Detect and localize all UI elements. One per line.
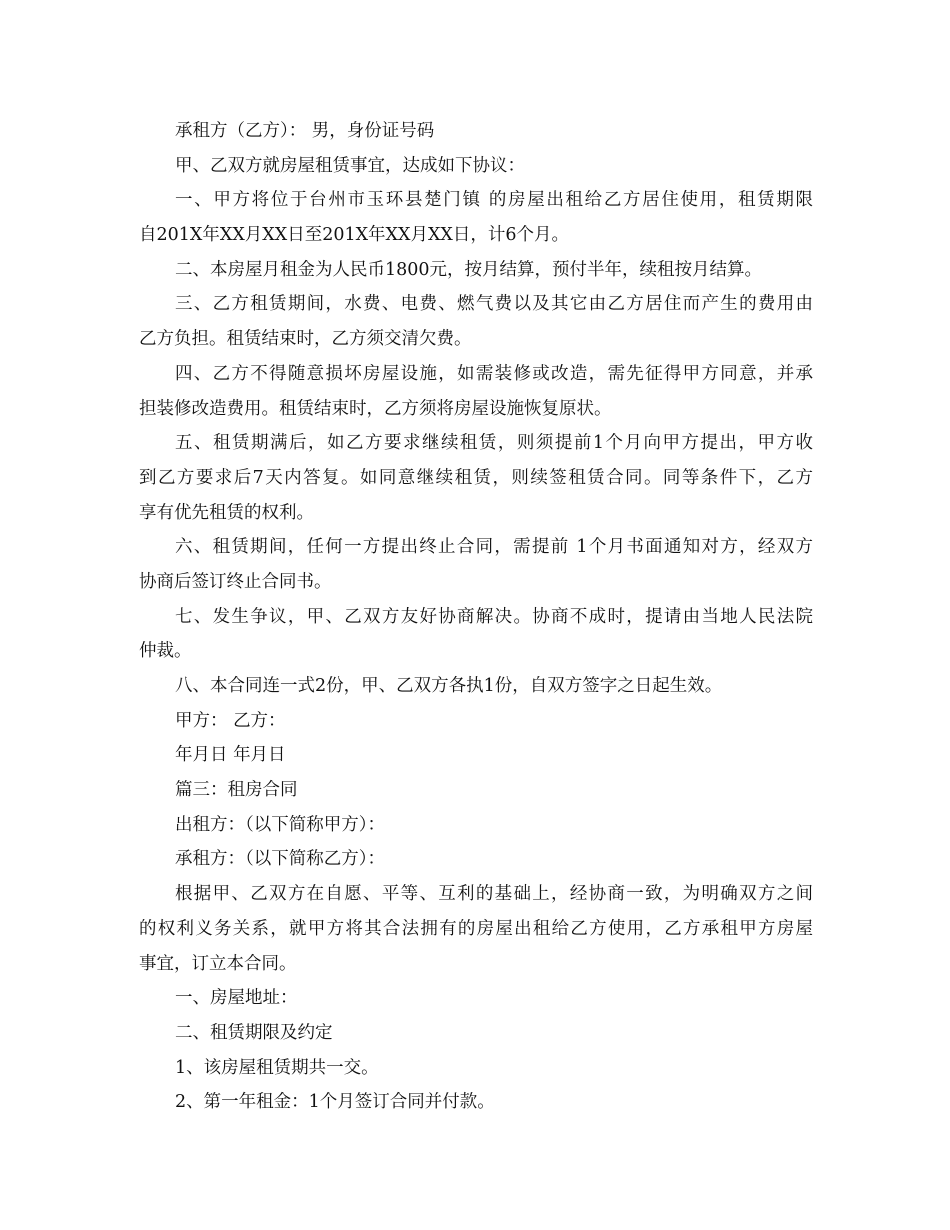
text-line: 出租方：（以下简称甲方）： [175,814,385,835]
section-heading: 篇三：租房合同 [175,780,298,801]
text-line: 一、房屋地址： [175,988,298,1009]
text-line: 1、该房屋租赁期共一交。 [175,1057,379,1078]
text-line: 七、发生争议，甲、乙双方友好协商解决。协商不成时，提请由当地人民法院 [175,606,813,627]
text-line: 六、租赁期间，任何一方提出终止合同，需提前 1个月书面通知对方，经双方 [175,537,813,558]
text-line: 甲方： 乙方： [175,710,286,731]
text-line: 年月日 年月日 [175,745,286,766]
text-line: 一、甲方将位于台州市玉环县楚门镇 的房屋出租给乙方居住使用，租赁期限 [175,190,813,211]
document-page [139,114,813,1120]
text-line: 到乙方要求后7天内答复。如同意继续租赁，则续签租赁合同。同等条件下，乙方 [139,467,813,488]
text-line: 享有优先租赁的权利。 [139,502,314,523]
text-line: 甲、乙双方就房屋租赁事宜，达成如下协议： [175,155,525,176]
text-line: 自201X年XX月XX日至201X年XX月XX日，计6个月。 [139,225,570,246]
text-line: 仲裁。 [139,641,192,662]
text-line: 二、租赁期限及约定 [175,1022,333,1043]
text-line: 2、第一年租金：1个月签订合同并付款。 [175,1092,495,1113]
text-line: 事宜，订立本合同。 [139,953,297,974]
text-line: 八、本合同连一式2份，甲、乙双方各执1份，自双方签字之日起生效。 [175,676,723,696]
text-line: 乙方负担。租赁结束时，乙方须交清欠费。 [139,329,472,350]
text-line: 承租方：（以下简称乙方）： [175,849,385,870]
text-line: 三、乙方租赁期间，水费、电费、燃气费以及其它由乙方居住而产生的费用由 [175,294,813,315]
text-line: 根据甲、乙双方在自愿、平等、互利的基础上，经协商一致，为明确双方之间 [175,884,813,905]
text-line: 担装修改造费用。租赁结束时，乙方须将房屋设施恢复原状。 [139,398,612,419]
text-line: 二、本房屋月租金为人民币1800元，按月结算，预付半年，续租按月结算。 [175,259,763,280]
text-line: 承租方（乙方）： 男，身份证号码 [175,121,435,141]
text-line: 五、租赁期满后，如乙方要求继续租赁，则须提前1个月向甲方提出，甲方收 [175,433,813,454]
text-line: 四、乙方不得随意损坏房屋设施，如需装修或改造，需先征得甲方同意，并承 [175,363,813,384]
text-line: 协商后签订终止合同书。 [139,571,332,592]
text-line: 的权利义务关系，就甲方将其合法拥有的房屋出租给乙方使用，乙方承租甲方房屋 [139,918,813,939]
